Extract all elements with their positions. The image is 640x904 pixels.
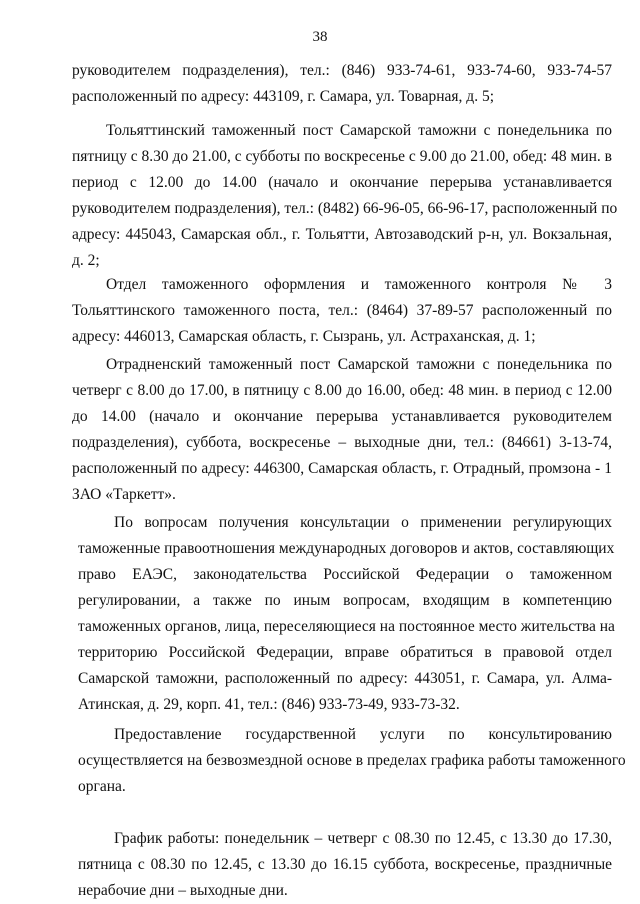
paragraph-line: пятницу с 8.30 до 21.00, с субботы по воскресенье с 9.00 до 21.00, обед: 48 мин. в <box>72 148 612 165</box>
paragraph-samara-post-contacts <box>72 58 612 110</box>
paragraph-line: таможенные правоотношения международных договоров и актов, составляющих <box>78 540 615 557</box>
paragraph-line: Предоставление государственной услуги по консультированию <box>114 726 612 743</box>
paragraph-line: Отрадненский таможенный пост Самарской таможни с понедельника по <box>106 356 612 373</box>
paragraph-line: расположенный по адресу: 446300, Самарская область, г. Отрадный, промзона - 1 <box>72 460 612 477</box>
paragraph-line: руководителем подразделения), тел.: (846) 933-74-61, 933-74-60, 933-74-57 <box>72 62 612 79</box>
paragraph-line: ЗАО «Таркетт». <box>72 486 176 503</box>
paragraph-line: График работы: понедельник – четверг с 08.30 по 12.45, с 13.30 до 17.30, <box>114 830 612 847</box>
page-number: 38 <box>312 29 328 45</box>
paragraph-line: адресу: 446013, Самарская область, г. Сызрань, ул. Астраханская, д. 1; <box>72 328 536 345</box>
paragraph-line: расположенный по адресу: 443109, г. Самара, ул. Товарная, д. 5; <box>72 88 494 105</box>
paragraph-togliatti-post <box>72 118 618 274</box>
paragraph-work-schedule <box>78 826 612 904</box>
paragraph-line: нерабочие дни – выходные дни. <box>78 882 288 899</box>
paragraph-line: территорию Российской Федерации, вправе обратиться в правовой отдел <box>78 644 612 661</box>
paragraph-line: осуществляется на безвозмездной основе в пределах графика работы таможенного <box>78 752 626 769</box>
paragraph-line: период с 12.00 до 14.00 (начало и окончание перерыва устанавливается <box>72 174 612 191</box>
paragraph-customs-clearance-dept <box>72 272 612 350</box>
paragraph-line: По вопросам получения консультации о применении регулирующих <box>114 514 612 531</box>
paragraph-line: подразделения), суббота, воскресенье – выходные дни, тел.: (84661) 3-13-74, <box>72 434 612 451</box>
paragraph-line: д. 2; <box>72 252 100 269</box>
paragraph-line: Тольяттинского таможенного поста, тел.: (8464) 37-89-57 расположенный по <box>72 302 612 319</box>
paragraph-line: Отдел таможенного оформления и таможенного контроля № 3 <box>106 276 612 293</box>
paragraph-line: до 14.00 (начало и окончание перерыва устанавливается руководителем <box>72 408 612 425</box>
paragraph-free-service <box>78 722 626 800</box>
paragraph-line: пятница с 08.30 по 12.45, с 13.30 до 16.15 суббота, воскресенье, праздничные <box>78 856 612 873</box>
paragraph-line: органа. <box>78 778 126 795</box>
paragraph-line: право ЕАЭС, законодательства Российской Федерации о таможенном <box>78 566 612 583</box>
paragraph-line: четверг с 8.00 до 17.00, в пятницу с 8.00 до 16.00, обед: 48 мин. в период с 12.00 <box>72 382 612 399</box>
paragraph-consultation-legal-dept <box>78 510 615 718</box>
paragraph-line: Тольяттинский таможенный пост Самарской таможни с понедельника по <box>106 122 612 139</box>
paragraph-line: Самарской таможни, расположенный по адресу: 443051, г. Самара, ул. Алма- <box>78 670 612 687</box>
paragraph-line: таможенных органов, лица, переселяющиеся на постоянное место жительства на <box>78 618 615 635</box>
paragraph-line: руководителем подразделения), тел.: (8482) 66-96-05, 66-96-17, расположенный по <box>72 200 618 217</box>
paragraph-line: Атинская, д. 29, корп. 41, тел.: (846) 933-73-49, 933-73-32. <box>78 696 460 713</box>
paragraph-line: адресу: 445043, Самарская обл., г. Тольятти, Автозаводский р-н, ул. Вокзальная, <box>72 226 612 243</box>
paragraph-otradny-post <box>72 352 612 508</box>
paragraph-line: регулировании, а также по иным вопросам, входящим в компетенцию <box>78 592 612 609</box>
